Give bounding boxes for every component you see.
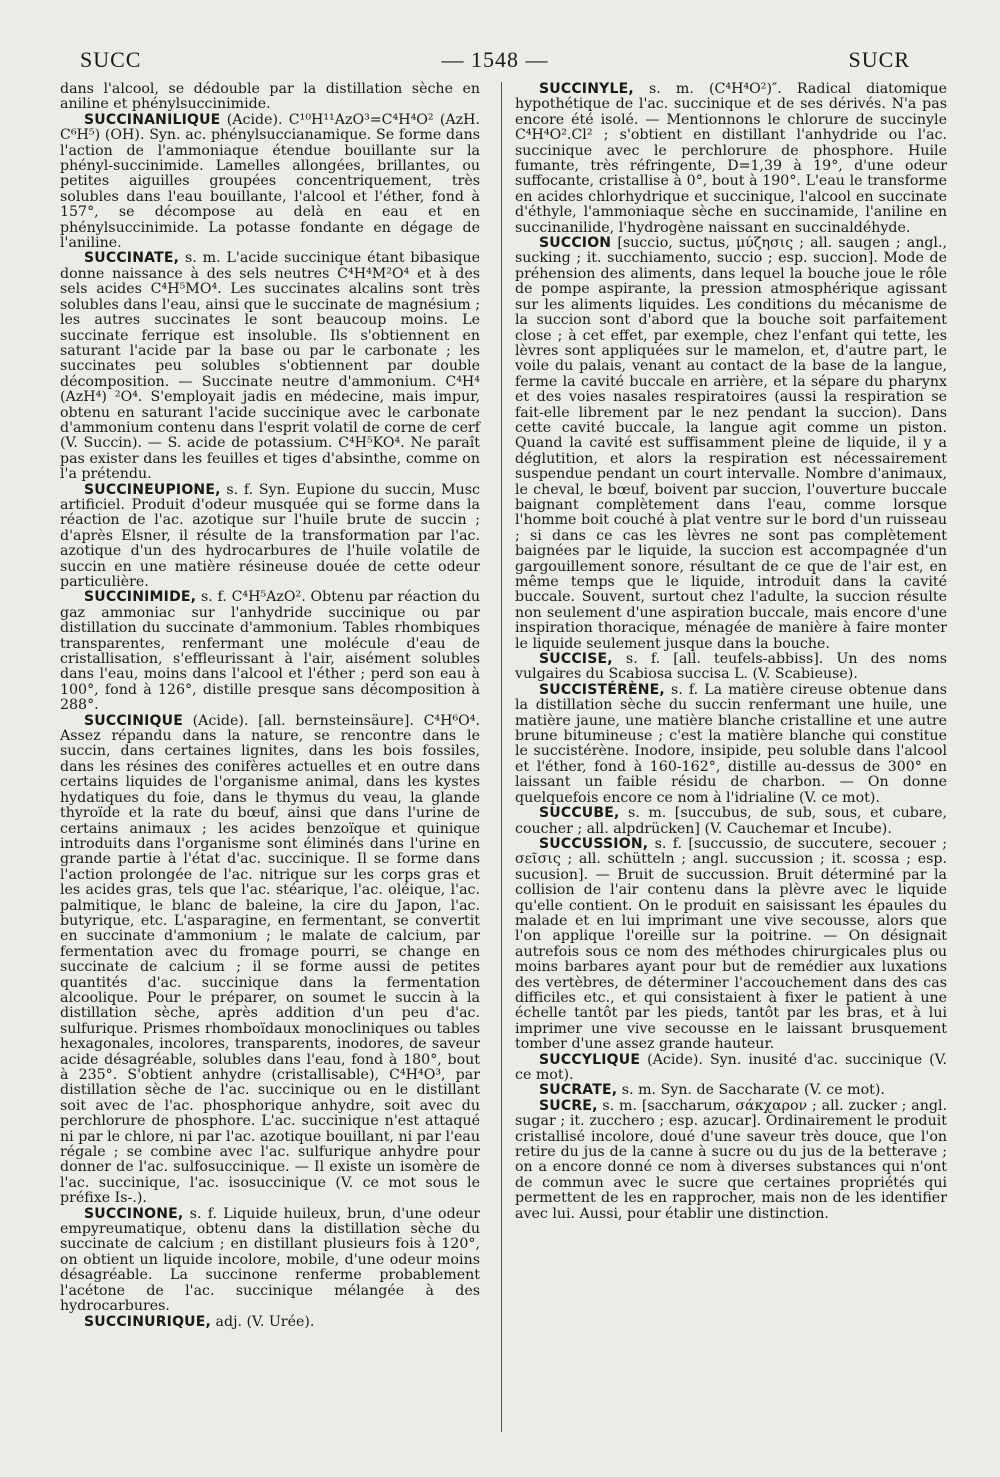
dictionary-entry	[60, 251, 480, 482]
entry-headword: SUCCUSSION,	[539, 835, 649, 852]
left-column	[60, 82, 480, 1330]
dictionary-entry	[515, 1083, 947, 1098]
entry-headword: SUCCISE,	[539, 651, 613, 668]
entry-text: (Acide). [all. bernsteinsäure]. C⁴H⁶O⁴. Assez répandu dans la nature, se rencontre dans le succin, dans certaines lignites, dans les bois fossiles, dans les résines des conifères actuelles et en outre dans certains liquides de l'organisme animal, dans les kystes hydatiques du foie, dans le thymus du veau, la glande thyroïde et la rate du bœuf, ainsi que dans l'urine de certains animaux ; les acides benzoïque et quinique introduits dans l'organisme sont éliminés dans l'urine en grande partie à l'état d'ac. succinique. Il se forme dans l'action prolongée de l'ac. nitrique sur les corps gras et les acides gras, tels que l'ac. stéarique, l'ac. oléique, l'ac. palmitique, le blanc de baleine, la cire du Japon, l'ac. butyrique, etc. L'asparagine, en fermentant, se convertit en succinate d'ammonium ; le malate de calcium, par fermentation avec du fromage pourri, se change en succinate de calcium ; il se forme aussi de petites quantités d'ac. succinique dans la fermentation alcoolique. Pour le préparer, on soumet le succin à la distillation sèche, après addition d'un peu d'ac. sulfurique. Prismes rhomboïdaux monocliniques ou tables hexagonales, incolores, transparents, inodores, de saveur acide désagréable, solubles dans l'eau, fond à 180°, bout à 235°. S'obtient anhydre (cristallisable), C⁴H⁴O³, par distillation sèche de l'ac. succinique ou en le distillant soit avec de l'ac. phosphorique anhydre, soit avec du perchlorure de phosphore. L'ac. succinique n'est attaqué ni par le chlore, ni par l'ac. azotique bouillant, ni par l'eau régale ; se combine avec l'ac. sulfurique anhydre pour donner de l'ac. sulfosuccinique. — Il existe un isomère de l'ac. succinique, l'ac. isosuccinique (V. ce mot sous le préfixe Is-.).	[60, 712, 480, 1207]
entry-text: s. m. L'acide succinique étant bibasique donne naissance à des sels neutres C⁴H⁴M²O⁴ et à des sels acides C⁴H⁵MO⁴. Les succinates alcalins sont très solubles dans l'eau, ainsi que le succinate de magnésium ; les autres succinates le sont beaucoup moins. Le succinate ferrique est insoluble. Ils s'obtiennent en saturant l'acide par la base ou par le carbonate ; les succinates peu solubles s'obtiennent par double décomposition. — Succinate neutre d'ammonium. C⁴H⁴ (AzH⁴) ²O⁴. S'employait jadis en médecine, mais impur, obtenu en saturant l'acide succinique avec le carbonate d'ammonium contenu dans l'esprit volatil de corne de cerf (V. Succin). — S. acide de potassium. C⁴H⁵KO⁴. Ne paraît pas exister dans les feuilles et tiges d'absinthe, comme on l'a prétendu.	[60, 250, 480, 483]
entry-headword: SUCRATE,	[539, 1082, 618, 1099]
entry-text: s. f. [all. teufels-abbiss]. Un des noms vulgaires du Scabiosa succisa L. (V. Scabieuse).	[515, 651, 947, 683]
dictionary-entry	[60, 1315, 480, 1330]
entry-headword: SUCCYLIQUE	[539, 1051, 641, 1068]
entry-text: s. f. Syn. Eupione du succin, Musc artificiel. Produit d'odeur musquée qui se forme dans la réaction de l'ac. azotique sur l'huile brute de succin ; d'après Elsner, il résulte de la transformation par l'ac. azotique d'un des hydrocarbures de l'huile volatile de succin en une matière résineuse douée de cette odeur particulière.	[60, 481, 480, 590]
dictionary-entry	[515, 1053, 947, 1084]
entry-text: adj. (V. Urée).	[211, 1313, 315, 1330]
dictionary-entry	[515, 806, 947, 837]
dictionary-entry	[515, 652, 947, 683]
dictionary-entry	[60, 590, 480, 713]
entry-text: s. f. C⁴H⁵AzO². Obtenu par réaction du gaz ammoniac sur l'anhydride succinique ou par distillation du succinate d'ammonium. Tables rhombiques transparentes, renfermant une molécule d'eau de cristallisation, s'effleurissant à l'air, aisément solubles dans l'eau, moins dans l'alcool et l'éther ; perd son eau à 100°, fond à 126°, distille presque sans décomposition à 288°.	[60, 589, 480, 714]
entry-headword: SUCRE,	[539, 1097, 598, 1114]
right-column	[515, 82, 947, 1222]
entry-headword: SUCCINATE,	[84, 250, 180, 267]
entry-text: (Acide). Syn. inusité d'ac. succinique (V. ce mot).	[515, 1051, 947, 1083]
entry-headword: SUCCINIMIDE,	[84, 589, 197, 606]
entry-headword: SUCCISTÉRÈNE,	[539, 681, 665, 698]
dictionary-entry	[515, 683, 947, 806]
entry-headword: SUCCINYLE,	[539, 81, 634, 97]
dictionary-entry	[515, 236, 947, 652]
entry-text: s. m. Syn. de Saccharate (V. ce mot).	[617, 1082, 885, 1099]
header-right-guide-word: SUCR	[848, 47, 910, 72]
dictionary-entry	[60, 113, 480, 252]
entry-headword: SUCCINIQUE	[84, 712, 183, 729]
entry-text: [succio, suctus, μύζησις ; all. saugen ; angl., sucking ; it. succhiamento, succio ; esp. succion]. Mode de préhension des aliments, dans lequel la bouche joue le rôle de pompe aspirante, la pression atmosphérique agissant sur les aliments liquides. Les conditions du mécanisme de la succion sont d'abord que la bouche soit parfaitement close ; à cet effet, par exemple, chez l'enfant qui tette, les lèvres sont appliquées sur le mamelon, et, d'autre part, le voile du palais, venant au contact de la base de la langue, ferme la cavité buccale en arrière, et la sépare du pharynx et des voies nasales respiratoires (aussi la respiration se fait-elle librement par le nez pendant la succion). Dans cette cavité buccale, la langue agit comme un piston. Quand la cavité est suffisamment pleine de liquide, il y a déglutition, et alors la respiration est nécessairement suspendue pendant un court intervalle. Nombre d'animaux, le cheval, le bœuf, boivent par succion, l'ouverture buccale baignant complètement dans l'eau, comme lorsque l'homme boit couché à plat ventre sur le bord d'un ruisseau ; si dans ce cas les lèvres ne sont pas complètement baignées par le liquide, la succion est accompagnée d'un gargouillement sonore, résultant de ce que de l'air est, en même temps que le liquide, introduit dans la cavité buccale. Souvent, surtout chez l'adulte, la succion résulte non seulement d'une aspiration buccale, mais encore d'une inspiration thoracique, ménagée de manière à faire monter le liquide seulement jusque dans la bouche.	[515, 235, 947, 652]
dictionary-entry	[515, 82, 947, 236]
entry-text: s. f. La matière cireuse obtenue dans la distillation sèche du succin renfermant une huile, une matière jaune, une matière blanche cristalline et une autre brune bitumineuse ; c'est la matière blanche qui constitue le succistérène. Inodore, insipide, peu soluble dans l'alcool et l'éther, fond à 160-162°, distille au-dessus de 300° en laissant un faible résidu de charbon. — On donne quelquefois encore ce nom à l'idrialine (V. ce mot).	[515, 681, 947, 806]
column-divider	[501, 82, 502, 1432]
header-left-guide-word: SUCC	[80, 47, 142, 72]
entry-headword: SUCCINEUPIONE,	[84, 481, 221, 498]
entry-text: s. m. (C⁴H⁴O²)″. Radical diatomique hypothétique de l'ac. succinique et de ses dérivés. N'a pas encore été isolé. — Mentionnons le chlorure de succinyle C⁴H⁴O².Cl² ; s'obtient en distillant l'anhydride ou l'ac. succinique avec le perchlorure de phosphore. Huile fumante, très réfringente, D=1,39 à 19°, d'une odeur suffocante, cristallise à 0°, bout à 190°. L'eau le transforme en acides chlorhydrique et succinique, l'alcool en succinate d'éthyle, l'ammoniaque sèche en succinamide, l'aniline en succinanilide, l'hydrogène naissant en succinaldéhyde.	[515, 81, 947, 236]
running-header	[80, 40, 910, 80]
dictionary-entry	[60, 483, 480, 591]
dictionary-entry	[515, 1099, 947, 1222]
entry-headword: SUCCINANILIQUE	[84, 111, 221, 128]
entry-text: s. m. [succubus, de sub, sous, et cubare, coucher ; all. alpdrücken] (V. Cauchemar et Incube).	[515, 805, 947, 837]
entry-text: s. f. Liquide huileux, brun, d'une odeur empyreumatique, obtenu dans la distillation sèche du succinate de calcium ; en distillant plusieurs fois à 120°, on obtient un liquide incolore, mobile, d'une odeur moins désagréable. La succinone renferme probablement l'acétone de l'ac. succinique mélangée à des hydrocarbures.	[60, 1205, 480, 1315]
dictionary-entry	[515, 837, 947, 1053]
dictionary-entry	[60, 82, 480, 113]
entry-text: (Acide). C¹⁰H¹¹AzO³=C⁴H⁴O² (AzH. C⁶H⁵) (OH). Syn. ac. phénylsuccianamique. Se forme dans l'action de l'ammoniaque étendue bouillante sur la phényl-succinimide. Lamelles allongées, brillantes, ou petites aiguilles groupées concentriquement, très solubles dans l'eau bouillante, l'alcool et l'éther, fond à 157°, se décompose au delà en eau et en phénylsuccinimide. La potasse fondante en dégage de l'aniline.	[60, 111, 480, 252]
entry-headword: SUCCINONE,	[84, 1205, 184, 1222]
entry-headword: SUCCINURIQUE,	[84, 1313, 212, 1330]
dictionary-entry	[60, 1207, 480, 1315]
entry-text: s. f. [succussio, de succutere, secouer ; σεῖσις ; all. schütteln ; angl. succussion ; it. scossa ; esp. sucusion]. — Bruit de succussion. Bruit déterminé par la collision de l'air contenu dans la plèvre avec le liquide qu'elle contient. On le produit en saisissant les épaules du malade et en lui imprimant une vive secousse, alors que l'on applique l'oreille sur la poitrine. — On désignait autrefois sous ce nom des méthodes chirurgicales plus ou moins barbares ayant pour but de remédier aux luxations des vertèbres, de déterminer l'accouchement dans des cas difficiles etc., et qui consistaient à fixer le patient à une échelle tantôt par les pieds, tantôt par les bras, et à lui imprimer une vive secousse en le laissant brusquement tomber d'une assez grande hauteur.	[515, 835, 947, 1053]
page-number: — 1548 —	[441, 47, 549, 72]
entry-text: dans l'alcool, se dédouble par la distillation sèche en aniline et phénylsuccinimide.	[60, 81, 480, 113]
entry-headword: SUCCION	[539, 235, 612, 252]
dictionary-entry	[60, 714, 480, 1207]
entry-text: s. m. [saccharum, σάκχαρον ; all. zucker ; angl. sugar ; it. zucchero ; esp. azucar]. Ordinairement le produit cristallisé incolore, doué d'une saveur très douce, que l'on retire du jus de la canne à sucre ou du jus de la betterave ; on a encore donné ce nom à diverses substances qui n'ont de commun avec le sucre que certaines propriétés qui permettent de les en rapprocher, mais non de les identifier avec lui. Aussi, pour établir une distinction.	[515, 1097, 947, 1222]
entry-headword: SUCCUBE,	[539, 805, 620, 822]
